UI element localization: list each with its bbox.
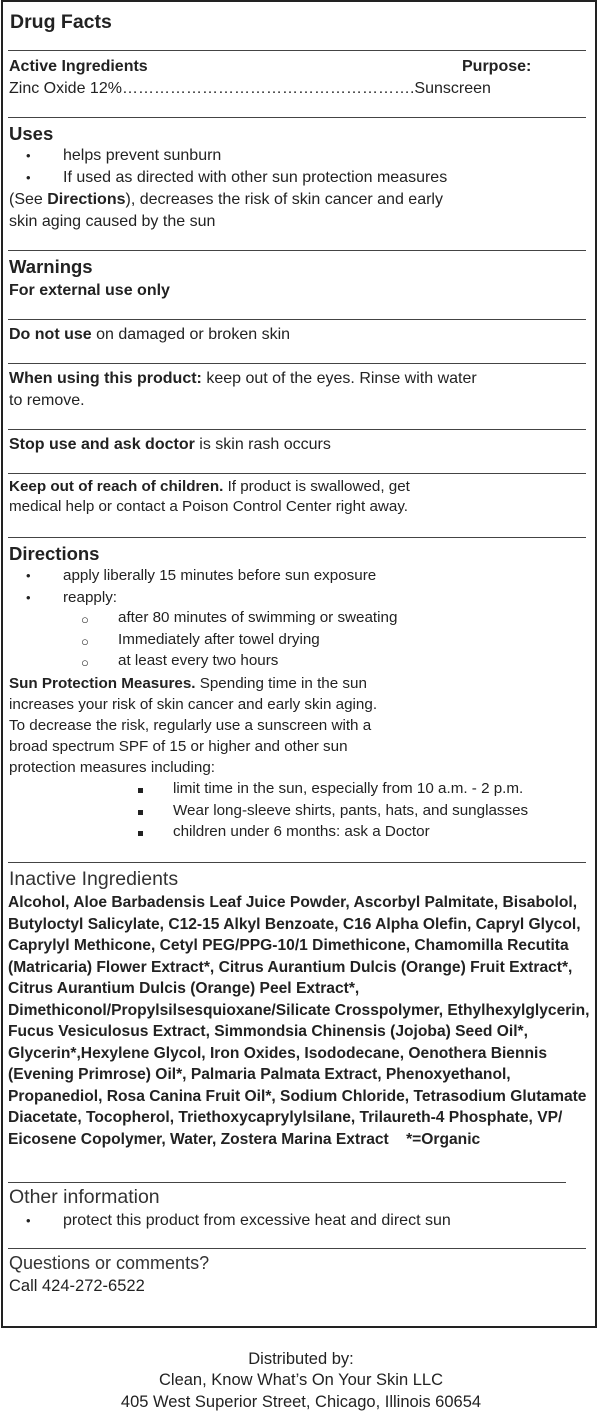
stop-use-text: is skin rash occurs (194, 436, 331, 453)
divider (8, 117, 586, 118)
uses-item: helps prevent sunburn (63, 147, 222, 164)
square-bullet-icon (138, 831, 143, 836)
square-bullet-icon (138, 788, 143, 793)
measure-item: children under 6 months: ask a Doctor (173, 823, 430, 840)
active-ingredient-line (9, 79, 491, 99)
other-item: protect this product from excessive heat and direct sun (63, 1212, 451, 1229)
inactive-ingredients-list (8, 892, 593, 1150)
sun-protection-measures (9, 674, 367, 694)
spm-line: protection measures including: (9, 759, 215, 776)
do-not-use-text: on damaged or broken skin (91, 326, 291, 343)
divider (8, 429, 586, 430)
uses-item: If used as directed with other sun protection measures (63, 169, 448, 186)
do-not-use (9, 325, 290, 345)
keep-out-line2: medical help or contact a Poison Control Center right away. (9, 498, 409, 515)
bullet-icon: • (26, 568, 31, 583)
stop-use-label: Stop use and ask doctor (9, 436, 195, 453)
inactive-ingredients-text: Alcohol, Aloe Barbadensis Leaf Juice Powder, Ascorbyl Palmitate, Bisabolol, Butyloctyl Salicylate, C12-15 Alkyl Benzoate, C16 Alpha Olefin, Capryl Glycol, Caprylyl Methicone, Cetyl PEG/PPG-10/1 Dimethicone, Chamomilla Recutita (Matricaria) Flower Extract*, Citrus Aurantium Dulcis (Orange) Fruit Extract*, Citrus Aurantium Dulcis (Orange) Peel Extract*, Dimethiconol/Propylsilsesquioxane/Silicate Crosspolymer, Ethylhexylglycerin, Fucus Vesiculosus Extract, Simmondsia Chinensis (Jojoba) Seed Oil*, Glycerin*,Hexylene Glycol, Iron Oxides, Isododecane, Oenothera Biennis (Evening Primrose) Oil*, Palmaria Palmata Extract, Phenoxyethanol, Propanediol, Rosa Canina Fruit Oil*, Sodium Chloride, Tetrasodium Glutamate Diacetate, Tocopherol, Triethoxycaprylylsilane, Trilaureth-4 Phosphate, VP/ Eicosene Copolymer, Water, Zostera Marina Extract (8, 894, 590, 1148)
keep-out-text: If product is swallowed, get (223, 478, 410, 495)
spm-line: broad spectrum SPF of 15 or higher and other sun (9, 738, 348, 755)
other-information-heading: Other information (9, 1186, 160, 1208)
purpose-heading: Purpose: (462, 58, 532, 75)
do-not-use-label: Do not use (9, 326, 92, 343)
leader-dots: ………………………………………………. (121, 80, 415, 97)
directions-item: apply liberally 15 minutes before sun exposure (63, 567, 377, 584)
bullet-icon: • (26, 1213, 31, 1228)
circle-bullet-icon: ○ (81, 655, 89, 670)
inactive-ingredients-heading: Inactive Ingredients (9, 868, 179, 890)
divider (8, 363, 586, 364)
drug-facts-title: Drug Facts (10, 11, 112, 33)
distributor-line1: Distributed by: (248, 1350, 354, 1368)
distributor-line2: Clean, Know What’s On Your Skin LLC (158, 1371, 444, 1389)
spm-label: Sun Protection Measures. (9, 675, 196, 692)
divider (8, 473, 586, 474)
active-ingredient: Zinc Oxide 12% (9, 80, 122, 97)
divider (8, 50, 586, 51)
when-using-line2: to remove. (9, 392, 85, 409)
bullet-icon: • (26, 590, 31, 605)
uses-heading: Uses (9, 123, 54, 144)
uses-pre: (See (9, 191, 48, 208)
questions-phone: Call 424-272-6522 (9, 1277, 145, 1295)
directions-heading: Directions (9, 543, 100, 564)
distributor-line3: 405 West Superior Street, Chicago, Illinois 60654 (120, 1393, 482, 1411)
directions-subitem: Immediately after towel drying (118, 631, 320, 648)
organic-note: *=Organic (406, 1130, 481, 1148)
bullet-icon: • (26, 148, 31, 163)
directions-subitem: after 80 minutes of swimming or sweating (118, 609, 398, 626)
external-use-note: For external use only (9, 282, 170, 299)
when-using-label: When using this product: (9, 370, 202, 387)
divider (8, 250, 586, 251)
directions-subitem: at least every two hours (118, 652, 279, 669)
keep-out-label: Keep out of reach of children. (9, 478, 224, 495)
divider (8, 862, 586, 863)
circle-bullet-icon: ○ (81, 634, 89, 649)
uses-text-line (9, 190, 443, 210)
uses-text-line2: skin aging caused by the sun (9, 213, 216, 230)
divider (8, 1182, 566, 1183)
spm-line: To decrease the risk, regularly use a sunscreen with a (9, 717, 372, 734)
spm-text: Spending time in the sun (195, 675, 367, 692)
purpose-value: Sunscreen (414, 80, 491, 97)
directions-item: reapply: (63, 589, 118, 606)
warnings-heading: Warnings (9, 256, 93, 277)
uses-post: ), decreases the risk of skin cancer and early (125, 191, 443, 208)
questions-heading: Questions or comments? (9, 1253, 210, 1273)
divider (8, 319, 586, 320)
divider (8, 537, 586, 538)
active-ingredients-heading: Active Ingredients (9, 58, 148, 75)
uses-directions-ref: Directions (47, 191, 126, 208)
spm-line: increases your risk of skin cancer and early skin aging. (9, 696, 378, 713)
circle-bullet-icon: ○ (81, 612, 89, 627)
when-using (9, 369, 477, 389)
measure-item: Wear long-sleeve shirts, pants, hats, and sunglasses (173, 802, 529, 819)
divider (8, 1248, 586, 1249)
bullet-icon: • (26, 170, 31, 185)
square-bullet-icon (138, 810, 143, 815)
when-using-text: keep out of the eyes. Rinse with water (201, 370, 477, 387)
stop-use (9, 435, 331, 455)
keep-out-of-reach (9, 477, 410, 497)
measure-item: limit time in the sun, especially from 10 a.m. - 2 p.m. (173, 780, 524, 797)
